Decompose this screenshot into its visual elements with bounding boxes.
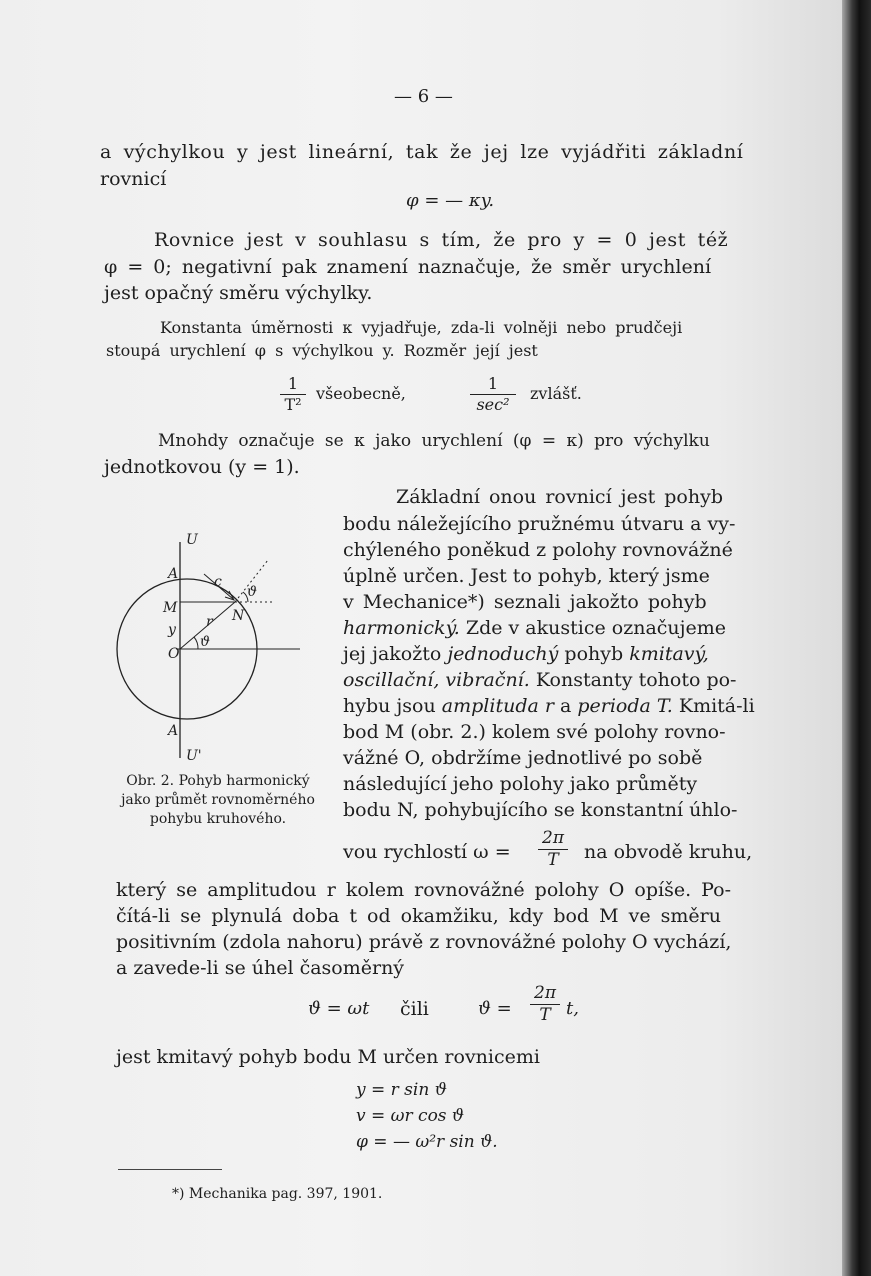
fraction-numerator: 2π bbox=[542, 828, 564, 848]
caption-line-2: jako průmět rovnoměrného bbox=[121, 792, 315, 808]
motion-intro: jest kmitavý pohyb bodu M určen rovnicemi bbox=[116, 1046, 540, 1068]
para1-line-1: Rovnice jest v souhlasu s tím, že pro y = 0 jest též bbox=[154, 229, 729, 251]
fraction-one-over-T2 bbox=[280, 376, 306, 413]
label-N: N bbox=[232, 608, 245, 624]
bottom-line-4: a zavede-li se úhel časoměrný bbox=[116, 957, 405, 979]
col-line-10: bod M (obr. 2.) kolem své polohy rovno- bbox=[343, 721, 726, 743]
fraction-numerator: 1 bbox=[287, 374, 299, 393]
fraction-numerator: 1 bbox=[487, 374, 499, 393]
para1-line-3: jest opačný směru výchylky. bbox=[104, 282, 373, 304]
eq-theta-right-lhs: ϑ = bbox=[478, 998, 512, 1019]
term-oscillating: kmitavý, bbox=[629, 643, 709, 665]
label-theta-top: ϑ bbox=[247, 584, 258, 600]
term-simple: jednoduchý bbox=[447, 643, 559, 665]
intro-line-1: a výchylkou y jest lineární, tak že jej lze vyjádřiti základní bbox=[100, 141, 744, 163]
col-line-7-c: pohyb bbox=[564, 643, 624, 665]
intro-line-2: rovnicí bbox=[100, 168, 167, 190]
eq-theta-tail: t, bbox=[566, 998, 579, 1019]
para2-line-1: Konstanta úměrnosti κ vyjadřuje, zda-li volněji nebo prudčeji bbox=[160, 318, 683, 337]
col-line-1: Základní onou rovnicí jest pohyb bbox=[396, 486, 723, 508]
col-line-13: bodu N, pohybujícího se konstantní úhlo- bbox=[343, 799, 738, 821]
bottom-line-2: čítá-li se plynulá doba t od okamžiku, kdy bod M ve směru bbox=[116, 905, 721, 927]
col-line-8 bbox=[343, 671, 736, 690]
label-theta: ϑ bbox=[200, 634, 211, 650]
fraction-denominator: T bbox=[547, 850, 559, 870]
label-U-bottom: U' bbox=[186, 748, 202, 764]
col-line-8-rest: Konstanty tohoto po- bbox=[535, 669, 737, 691]
term-period: perioda T. bbox=[577, 695, 673, 717]
fraction-denominator: T bbox=[539, 1005, 551, 1025]
col-line-7 bbox=[343, 645, 709, 664]
label-c: c bbox=[214, 574, 222, 590]
label-M: M bbox=[163, 600, 178, 616]
col-line-4: úplně určen. Jest to pohyb, který jsme bbox=[343, 565, 710, 587]
footnote: *) Mechanika pag. 397, 1901. bbox=[172, 1186, 383, 1202]
para3-line-2: jednotkovou (y = 1). bbox=[104, 456, 300, 478]
caption-line-1: Obr. 2. Pohyb harmonický bbox=[126, 773, 310, 789]
page-edge-shadow bbox=[842, 0, 871, 1276]
label-U-top: U bbox=[186, 532, 198, 548]
col-line-9-a: hybu jsou bbox=[343, 695, 436, 717]
term-oscillation-vibration: oscillační, vibrační. bbox=[343, 669, 530, 691]
eq-theta-left: ϑ = ωt bbox=[308, 998, 370, 1019]
para2-line-2: stoupá urychlení φ s výchylkou y. Rozměr její jest bbox=[106, 341, 538, 360]
page-number: — 6 — bbox=[394, 86, 453, 107]
footnote-rule bbox=[118, 1169, 222, 1170]
col-line-6-rest: Zde v akustice označujeme bbox=[465, 617, 727, 639]
label-A-bottom: A bbox=[168, 723, 179, 739]
col-line-9-e: Kmitá-li bbox=[678, 695, 755, 717]
col-line-12: následující jeho polohy jako průměty bbox=[343, 773, 698, 795]
dimension-word-general: všeobecně, bbox=[316, 384, 406, 403]
equation-acceleration: φ = — ω²r sin ϑ. bbox=[356, 1132, 498, 1152]
fraction-denominator: T² bbox=[284, 395, 302, 414]
col-line-3: chýleného poněkud z polohy rovnovážné bbox=[343, 539, 733, 561]
equation-phi: φ = — κy. bbox=[406, 190, 495, 211]
label-O: O bbox=[168, 646, 180, 662]
dimension-word-specific: zvlášť. bbox=[530, 384, 582, 403]
figure-caption bbox=[112, 772, 324, 829]
col-line-5: v Mechanice*) seznali jakožto pohyb bbox=[343, 591, 707, 613]
col-line-11: vážné O, obdržíme jednotlivé po sobě bbox=[343, 747, 703, 769]
col-line-2: bodu náležejícího pružnému útvaru a vy- bbox=[343, 513, 736, 535]
bottom-line-3: positivním (zdola nahoru) právě z rovnovážné polohy O vychází, bbox=[116, 931, 732, 953]
caption-line-3: pohybu kruhového. bbox=[149, 811, 287, 827]
harmonic-motion-figure bbox=[100, 520, 330, 790]
equation-displacement: y = r sin ϑ bbox=[356, 1080, 447, 1100]
label-A-top: A bbox=[168, 566, 179, 582]
label-y: y bbox=[168, 622, 176, 638]
para1-line-2: φ = 0; negativní pak znamení naznačuje, že směr urychlení bbox=[104, 256, 712, 278]
term-amplitude: amplituda r bbox=[441, 695, 554, 717]
angle-arc bbox=[194, 637, 198, 649]
col-line-9 bbox=[343, 697, 755, 716]
col-line-14b: na obvodě kruhu, bbox=[584, 841, 753, 863]
equation-velocity: v = ωr cos ϑ bbox=[356, 1106, 465, 1126]
fraction-numerator: 2π bbox=[534, 983, 556, 1003]
para3-line-1: Mnohdy označuje se κ jako urychlení (φ = κ) pro výchylku bbox=[158, 431, 710, 451]
col-line-6 bbox=[343, 619, 726, 638]
fraction-omega bbox=[538, 830, 568, 869]
col-line-7-a: jej jakožto bbox=[343, 643, 442, 665]
fraction-one-over-sec2 bbox=[470, 376, 516, 413]
fraction-denominator: sec² bbox=[476, 395, 510, 414]
term-harmonic: harmonický. bbox=[343, 617, 460, 639]
bottom-line-1: který se amplitudou r kolem rovnovážné polohy O opíše. Po- bbox=[116, 879, 732, 901]
fraction-theta bbox=[530, 985, 560, 1024]
eq-theta-mid: čili bbox=[400, 998, 429, 1020]
col-line-14a: vou rychlostí ω = bbox=[343, 841, 511, 863]
label-r: r bbox=[206, 614, 213, 630]
col-line-9-c: a bbox=[559, 695, 572, 717]
